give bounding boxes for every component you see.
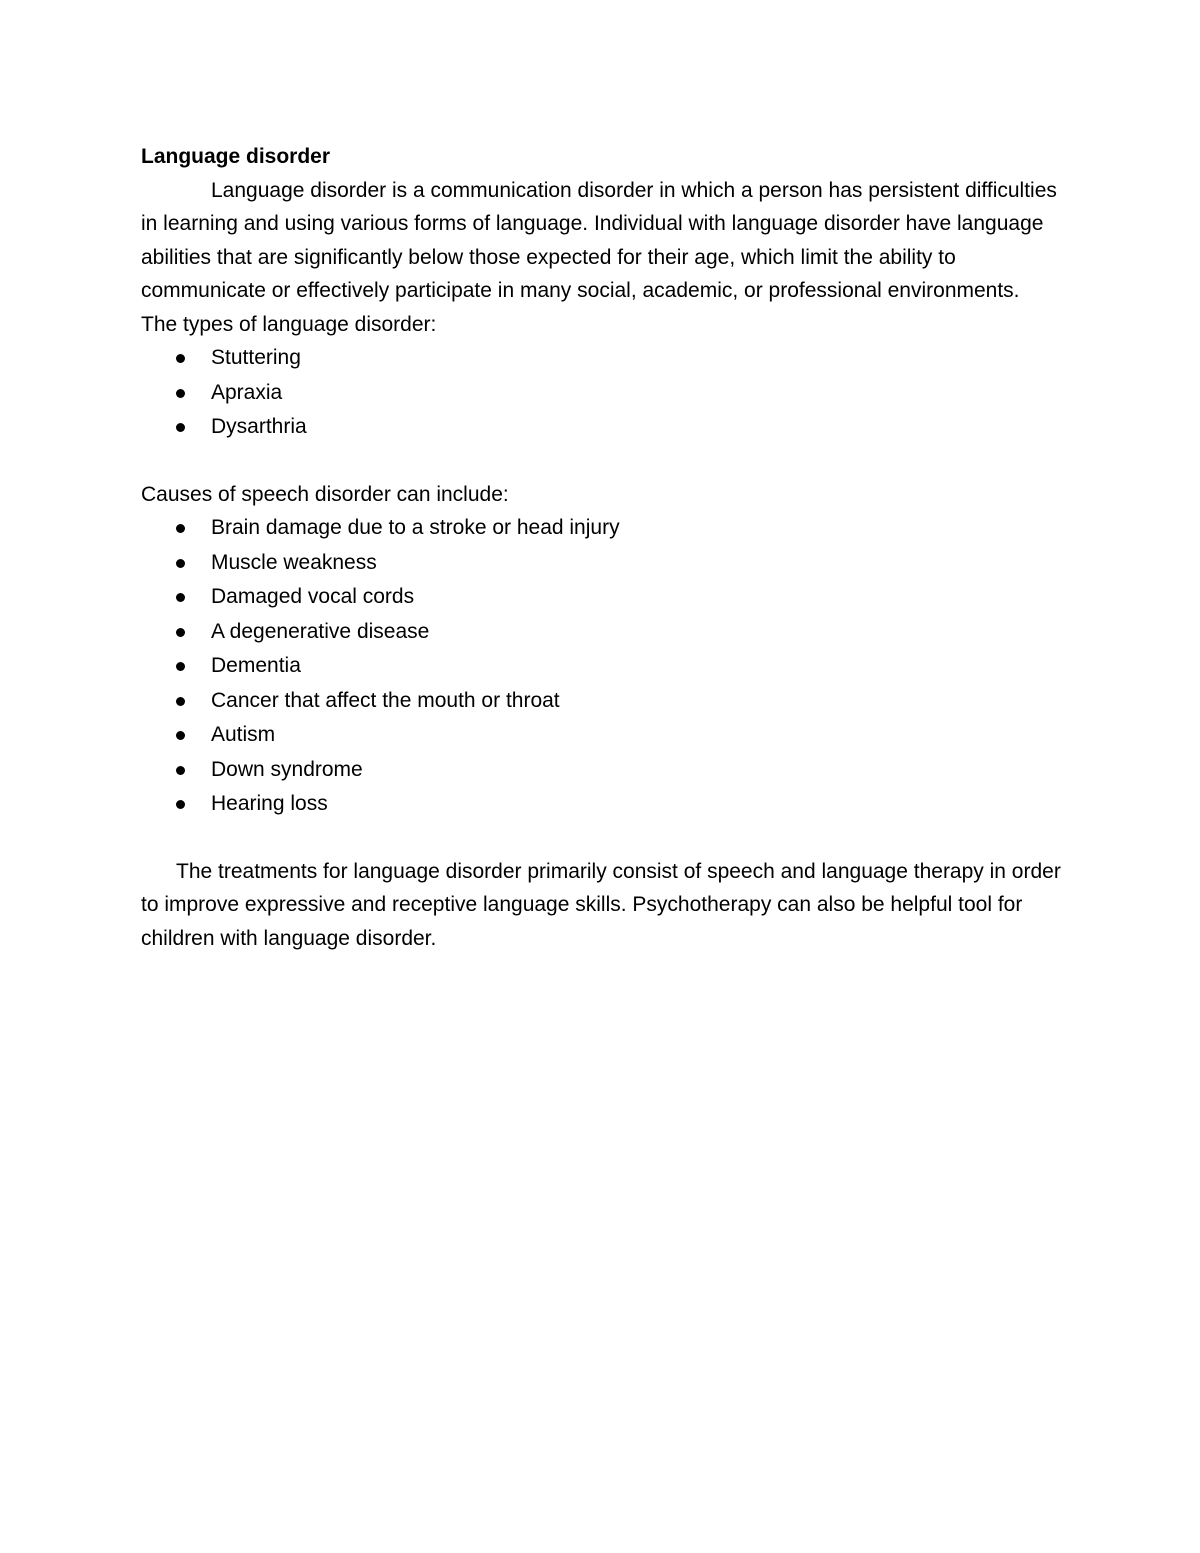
document-title: Language disorder (141, 145, 331, 168)
list-item (141, 615, 1061, 650)
list-item-text: Stuttering (211, 346, 301, 369)
bullet-icon (176, 354, 185, 363)
bullet-icon (176, 662, 185, 671)
list-item-text: Damaged vocal cords (211, 585, 415, 608)
bullet-icon (176, 559, 185, 568)
list-item (141, 787, 1061, 822)
list-item (141, 649, 1061, 684)
spacer (141, 445, 1061, 478)
list-item (141, 410, 1061, 445)
list-item-text: Muscle weakness (211, 550, 377, 574)
bullet-icon (176, 800, 185, 809)
list-item (141, 511, 1061, 546)
list-item-text: Brain damage due to a stroke or head injury (211, 516, 620, 539)
bullet-icon (176, 389, 185, 398)
list-item-text: Hearing loss (211, 792, 328, 815)
list-item (141, 341, 1061, 376)
types-heading: The types of language disorder: (141, 312, 437, 336)
types-list (141, 341, 1061, 445)
bullet-icon (176, 524, 185, 533)
list-item (141, 753, 1061, 788)
spacer (141, 822, 1061, 855)
list-item-text: A degenerative disease (211, 619, 430, 643)
bullet-icon (176, 628, 185, 637)
list-item-text: Dysarthria (211, 415, 307, 438)
document-body (141, 140, 1061, 955)
list-item-text: Dementia (211, 654, 301, 677)
list-item-text: Cancer that affect the mouth or throat (211, 688, 560, 712)
list-item (141, 376, 1061, 411)
list-item (141, 718, 1061, 753)
treatment-paragraph: The treatments for language disorder primarily consist of speech and language therapy in order to improve expressive and receptive language skills. Psychotherapy can also be helpful tool for children with language disorder. (141, 859, 1061, 950)
list-item-text: Down syndrome (211, 757, 363, 781)
bullet-icon (176, 766, 185, 775)
bullet-icon (176, 593, 185, 602)
causes-heading: Causes of speech disorder can include: (141, 482, 509, 506)
intro-paragraph: Language disorder is a communication disorder in which a person has persistent difficulties in learning and using various forms of language. Individual with language disorder have language abilities that are significantly below those expected for their age, which limit the ability to communicate or effectively participate in many social, academic, or professional environments. (141, 178, 1057, 302)
list-item-text: Apraxia (211, 380, 283, 404)
bullet-icon (176, 423, 185, 432)
list-item (141, 546, 1061, 581)
list-item (141, 580, 1061, 615)
list-item-text: Autism (211, 723, 276, 746)
causes-list (141, 511, 1061, 822)
bullet-icon (176, 697, 185, 706)
list-item (141, 684, 1061, 719)
bullet-icon (176, 731, 185, 740)
